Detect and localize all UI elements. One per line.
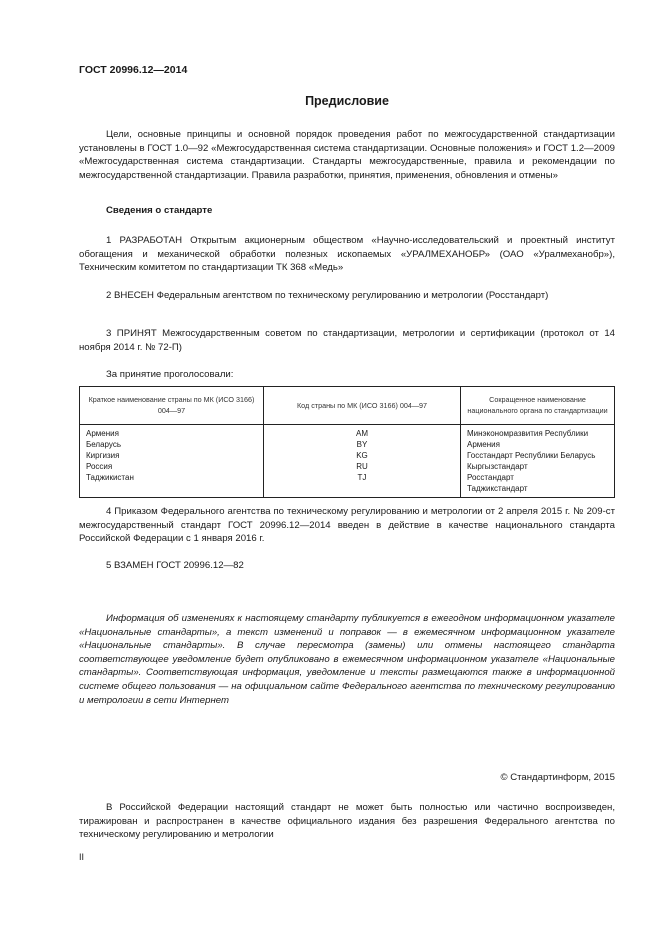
country-name: Киргизия <box>86 451 120 460</box>
page-title: Предисловие <box>305 94 389 108</box>
voting-table <box>79 386 615 498</box>
info-note: Информация об изменениях к настоящему стандарту публикуется в ежегодном информационном указателе «Национальные стандарты», а текст изменений и поправок — в ежемесячном информационном указателе «Национальные стандарты». В случае пересмотра (замены) или отмены настоящего стандарта соответствующее уведомление будет опубликовано в ежемесячном информационном указателе «Национальные стандарты». Соответствующая информация, уведомление и тексты размещаются также в информационной системе общего пользования — на официальном сайте Федерального агентства по техническому регулированию и метрологии в сети Интернет <box>79 613 615 706</box>
country-code: KG <box>356 451 368 460</box>
intro-paragraph: Цели, основные принципы и основной порядок проведения работ по межгосударственной стандартизации установлены в ГОСТ 1.0—92 «Межгосударственная система стандартизации. Основные положения» и ГОСТ 1.2—2009 «Межгосударственная система стандартизации. Стандарты межгосударственные, правила и рекомендации по межгосударственной стандартизации. Правила разработки, принятия, применения, обновления и отмены» <box>79 129 615 181</box>
column-header-country: Краткое наименование страны по МК (ИСО 3166) 004—97 <box>80 387 264 425</box>
agency-name: Росстандарт <box>467 473 514 482</box>
page-number: II <box>79 852 85 862</box>
country-code: RU <box>356 462 368 471</box>
item-5: 5 ВЗАМЕН ГОСТ 20996.12—82 <box>106 560 244 571</box>
document-header: ГОСТ 20996.12—2014 <box>79 64 188 76</box>
item-4: 4 Приказом Федерального агентства по техническому регулированию и метрологии от 2 апреля 2015 г. № 209-ст межгосударственный стандарт ГОСТ 20996.12—2014 введен в действие в качестве национального стандарта Российской Федерации с 1 января 2016 г. <box>79 506 615 545</box>
item-2: 2 ВНЕСЕН Федеральным агентством по техническому регулированию и метрологии (Росстандарт) <box>106 290 549 301</box>
column-header-code: Код страны по МК (ИСО 3166) 004—97 <box>264 387 461 425</box>
country-name: Россия <box>86 462 113 471</box>
legal-notice: В Российской Федерации настоящий стандарт не может быть полностью или частично воспроизведен, тиражирован и распространен в качестве официального издания без разрешения Федерального агентства по техническому регулированию и метрологии <box>79 802 615 841</box>
column-header-agency: Сокращенное наименование национального органа по стандартизации <box>461 387 615 425</box>
agency-name: Кыргызстандарт <box>467 462 528 471</box>
country-name: Армения <box>86 429 119 438</box>
table-row <box>80 425 615 498</box>
copyright: © Стандартинформ, 2015 <box>500 772 615 783</box>
agency-cell <box>461 425 615 498</box>
agency-name: Госстандарт Республики Беларусь <box>467 451 596 460</box>
item-3: 3 ПРИНЯТ Межгосударственным советом по стандартизации, метрологии и сертификации (протокол от 14 ноября 2014 г. № 72-П) <box>79 328 615 353</box>
table-header-row <box>80 387 615 425</box>
country-code: BY <box>356 440 368 449</box>
agency-name: Таджикстандарт <box>467 484 528 493</box>
country-name: Беларусь <box>86 440 121 449</box>
agency-name: Минэкономразвития Республики Армения <box>467 429 589 449</box>
country-cell <box>80 425 264 498</box>
item-1: 1 РАЗРАБОТАН Открытым акционерным обществом «Научно-исследовательский и проектный институт обогащения и механической обработки полезных ископаемых «УРАЛМЕХАНОБР» (ОАО «Уралмеханобр»), Техническим комитетом по стандартизации ТК 368 «Медь» <box>79 235 615 274</box>
country-name: Таджикистан <box>86 473 134 482</box>
vote-intro: За принятие проголосовали: <box>106 369 234 380</box>
country-code: TJ <box>357 473 367 482</box>
country-code: AM <box>356 429 368 438</box>
code-cell <box>264 425 461 498</box>
section-title: Сведения о стандарте <box>106 205 213 216</box>
